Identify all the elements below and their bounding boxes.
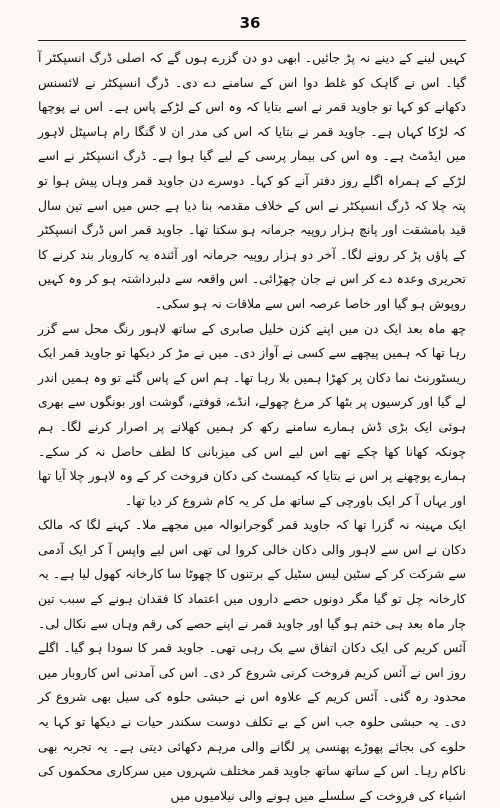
paragraph-2: چھ ماہ بعد ایک دن میں اپنے کزن خلیل صابری کے ساتھ لاہور رنگ محل سے گزر رہا تھا کہ ہمیں پیچھے سے کسی نے آواز دی۔ میں نے مڑ کر دیکھا تو جاوید قمر ایک ریسٹورنٹ نما دکان پر کھڑا ہمیں بلا رہا تھا۔ ہم اس کے پاس گئے تو وہ ہمیں اندر لے گیا اور کرسیوں پر بٹھا کر مرغ چھولے، انڈے، قوفتے، گوشت اور بونگوں سے بھری ہوئی ایک بڑی ڈش ہمارے سامنے رکھ کر ہمیں کھلانے پر اصرار کرنے لگا۔ ہم چونکہ کھانا کھا چکے تھے اس لیے اس کی میزبانی کا لطف حاصل نہ کر سکے۔ ہمارے پوچھنے پر اس نے بتایا کہ کیمسٹ کی دکان فروخت کر کے وہ لاہور چلا آیا تھا اور یہاں آ کر ایک باورچی کے ساتھ مل کر یہ کام شروع کر دیا تھا۔ <box>38 320 466 508</box>
page-number: 36 <box>239 14 261 32</box>
header-rule <box>38 40 466 41</box>
page-body <box>38 46 466 803</box>
paragraph-3: ایک مہینہ نہ گزرا تھا کہ جاوید قمر گوجرانوالہ میں مجھے ملا۔ کہنے لگا کہ مالک دکان نے اس سے لاہور والی دکان خالی کروا لی تھی اس لیے واپس آ کر ایک آدمی سے شرکت کر کے سٹین لیس سٹیل کے برتنوں کا چھوٹا سا کارخانہ کھول لیا ہے۔ یہ کارخانہ چل تو گیا مگر دونوں حصے داروں میں اعتماد کا فقدان ہونے کے سبب تین چار ماہ بعد ہی ختم ہو گیا اور جاوید قمر نے اپنے حصے کی رقم وہاں سے نکال لی۔ آئس کریم کی ایک دکان اتفاق سے بک رہی تھی۔ جاوید قمر کا سودا ہو گیا۔ اگلے روز اس نے آئس کریم فروخت کرنی شروع کر دی۔ اس کی آمدنی اس کاروبار میں محدود رہ گئی۔ آئس کریم کے علاوہ اس نے حبشی حلوہ کی سیل بھی شروع کر دی۔ یہ حبشی حلوہ جب اس کے بے تکلف دوست سکندر حیات نے دیکھا تو کہا یہ حلوے کی بجائے پھوڑے پھنسی پر لگانے والی مرہم دکھائی دیتی ہے۔ یہ تجربہ بھی ناکام رہا۔ اس کے ساتھ ساتھ جاوید قمر مختلف شہروں میں سرکاری محکموں کی اشیاء کی فروخت کے سلسلے میں ہونے والی نیلامیوں میں <box>38 517 466 803</box>
paragraph-1: کہیں لینے کے دینے نہ پڑ جائیں۔ ابھی دو دن گزرے ہوں گے کہ اصلی ڈرگ انسپکٹر آ گیا۔ اس نے گاہک کو غلط دوا اس کے سامنے دے دی۔ ڈرگ انسپکٹر نے لائسنس دکھانے کو کہا تو جاوید قمر نے اسے بتایا کہ وہ اس کے لڑکے پاس ہے۔ اس نے پوچھا کہ لڑکا کہاں ہے۔ جاوید قمر نے بتایا کہ اس کی مدر ان لا گنگا رام ہاسپٹل لاہور میں ایڈمٹ ہے۔ وہ اس کی بیمار پرسی کے لیے گیا ہوا ہے۔ ڈرگ انسپکٹر نے اسے لڑکے کے ہمراہ اگلے روز دفتر آنے کو کہا۔ دوسرے دن جاوید قمر وہاں پیش ہوا تو پتہ چلا کہ ڈرگ انسپکٹر نے اس کے خلاف مقدمہ بنا دیا ہے جس میں اسے تین سال قید بامشقت اور پانچ ہزار روپیہ جرمانہ ہو سکتا تھا۔ جاوید قمر اس ڈرگ انسپکٹر کے پاؤں پڑ کر رونے لگا۔ آخر دو ہزار روپیہ جرمانہ اور آئندہ یہ کاروبار بند کرنے کا تحریری وعدہ دے کر اس نے جان چھڑائی۔ اس واقعہ سے دلبرداشتہ ہو کر وہ کہیں روپوش ہو گیا اور خاصا عرصہ اس سے ملاقات نہ ہو سکی۔ <box>38 50 466 311</box>
